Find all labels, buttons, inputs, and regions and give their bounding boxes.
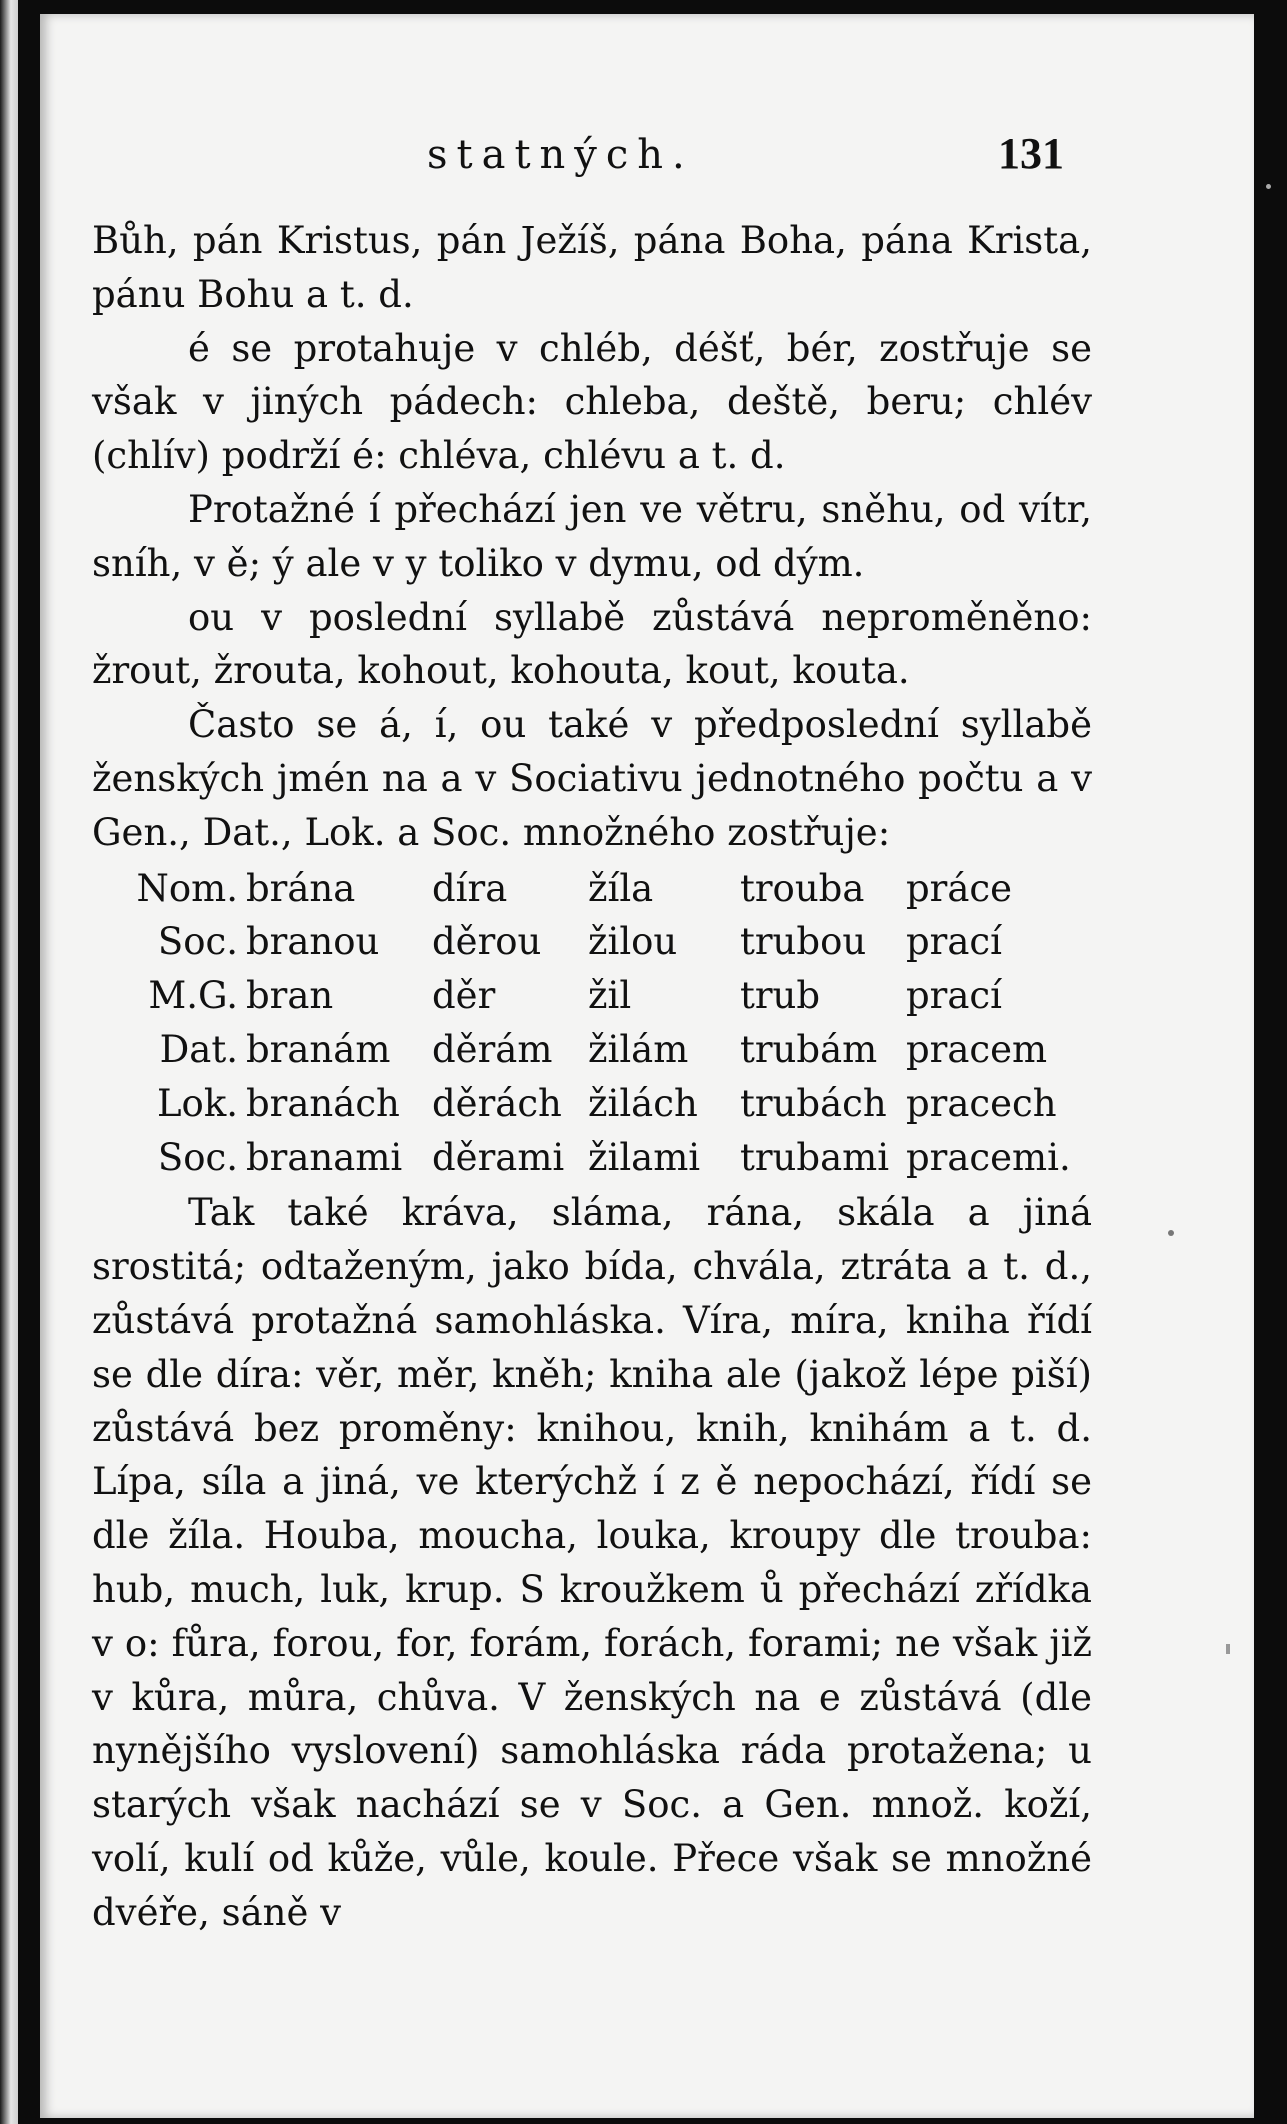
table-row bbox=[98, 969, 1071, 1023]
table-cell: trouba bbox=[740, 866, 865, 910]
table-cell: děrách bbox=[432, 1081, 562, 1125]
table-cell: děrami bbox=[432, 1135, 565, 1179]
table-row bbox=[98, 915, 1071, 969]
table-row bbox=[98, 1023, 1071, 1077]
paragraph: Často se á, í, ou také v předposlední syllabě ženských jmén na a v Sociativu jednotného počtu a v Gen., Dat., Lok. a Soc. množného zostřuje: bbox=[92, 703, 1092, 854]
declension-table bbox=[98, 862, 1071, 1185]
paragraph: Tak také kráva, sláma, rána, skála a jiná srostitá; odtaženým, jako bída, chvála, ztráta a t. d., zůstává protažná samohláska. Víra, míra, kniha řídí se dle díra: věr, měr, kněh; kniha ale (jakož lépe piší) zůstává bez proměny: knihou, knih, knihám a t. d. Lípa, síla a jiná, ve kterýchž í z ě nepochází, řídí se dle žíla. Houba, moucha, louka, kroupy dle trouba: hub, much, luk, krup. S kroužkem ů přechází zřídka v o: fůra, forou, for, forám, forách, forami; ne však již v kůra, můra, chůva. V ženských na e zůstává (dle nynějšího vyslovení) samohláska ráda protažena; u starých však nachází se v Soc. a Gen. množ. koží, volí, kulí od kůže, vůle, koule. Přece však se množné dvéře, sáně v bbox=[92, 1191, 1092, 1934]
table-cell: díra bbox=[432, 866, 508, 910]
table-cell: žil bbox=[588, 974, 632, 1018]
table-cell: žilou bbox=[588, 920, 678, 964]
table-cell: prací bbox=[906, 920, 1002, 964]
page-number: 131 bbox=[998, 129, 1064, 178]
case-label: M.G. bbox=[148, 974, 238, 1018]
running-head: statných. bbox=[427, 132, 694, 178]
table-cell: trubami bbox=[740, 1135, 890, 1179]
table-cell: trub bbox=[740, 974, 821, 1018]
table-cell: trubám bbox=[740, 1027, 878, 1071]
table-cell: bran bbox=[246, 974, 334, 1018]
case-label: Lok. bbox=[156, 1081, 238, 1125]
table-row bbox=[98, 1077, 1071, 1131]
table-cell: prací bbox=[906, 974, 1002, 1018]
paper-speck bbox=[1226, 1644, 1230, 1654]
body-text bbox=[92, 214, 1092, 1940]
table-cell: děr bbox=[432, 974, 496, 1018]
table-cell: pracech bbox=[906, 1081, 1057, 1125]
table-cell: žilám bbox=[588, 1027, 689, 1071]
page-header bbox=[40, 122, 1254, 182]
table-cell: branách bbox=[246, 1081, 400, 1125]
table-cell: branám bbox=[246, 1027, 391, 1071]
table-row bbox=[98, 862, 1071, 916]
table-cell: branami bbox=[246, 1135, 403, 1179]
case-label: Dat. bbox=[159, 1027, 238, 1071]
table-cell: trubách bbox=[740, 1081, 887, 1125]
table-cell: děrám bbox=[432, 1027, 553, 1071]
table-row bbox=[98, 1131, 1071, 1185]
table-cell: pracemi. bbox=[906, 1135, 1071, 1179]
table-cell: děrou bbox=[432, 920, 542, 964]
adjacent-page-edge bbox=[0, 0, 18, 2124]
paragraph: é se protahuje v chléb, déšť, bér, zostřuje se však v jiných pádech: chleba, deště, beru; chlév (chlív) podrží é: chléva, chlévu a t. d. bbox=[92, 326, 1092, 478]
table-cell: branou bbox=[246, 920, 380, 964]
table-cell: žilami bbox=[588, 1135, 701, 1179]
table-cell: pracem bbox=[906, 1027, 1048, 1071]
paper-speck bbox=[1266, 184, 1271, 189]
paragraph: ou v poslední syllabě zůstává neproměněno: žrout, žrouta, kohout, kohouta, kout, kouta. bbox=[92, 595, 1092, 693]
paragraph: Protažné í přechází jen ve větru, sněhu, od vítr, sníh, v ě; ý ale v y toliko v dymu, od dým. bbox=[92, 487, 1092, 585]
table-cell: žilách bbox=[588, 1081, 698, 1125]
paragraph: Bůh, pán Kristus, pán Ježíš, pána Boha, pána Krista, pánu Bohu a t. d. bbox=[92, 219, 1092, 316]
table-cell: žíla bbox=[588, 866, 654, 910]
case-label: Soc. bbox=[157, 1135, 238, 1179]
paper-speck bbox=[1168, 1230, 1174, 1236]
table-cell: trubou bbox=[740, 920, 867, 964]
table-cell: práce bbox=[906, 866, 1013, 910]
case-label: Nom. bbox=[136, 866, 238, 910]
table-cell: brána bbox=[246, 866, 356, 910]
book-page bbox=[40, 14, 1254, 2118]
case-label: Soc. bbox=[157, 920, 238, 964]
